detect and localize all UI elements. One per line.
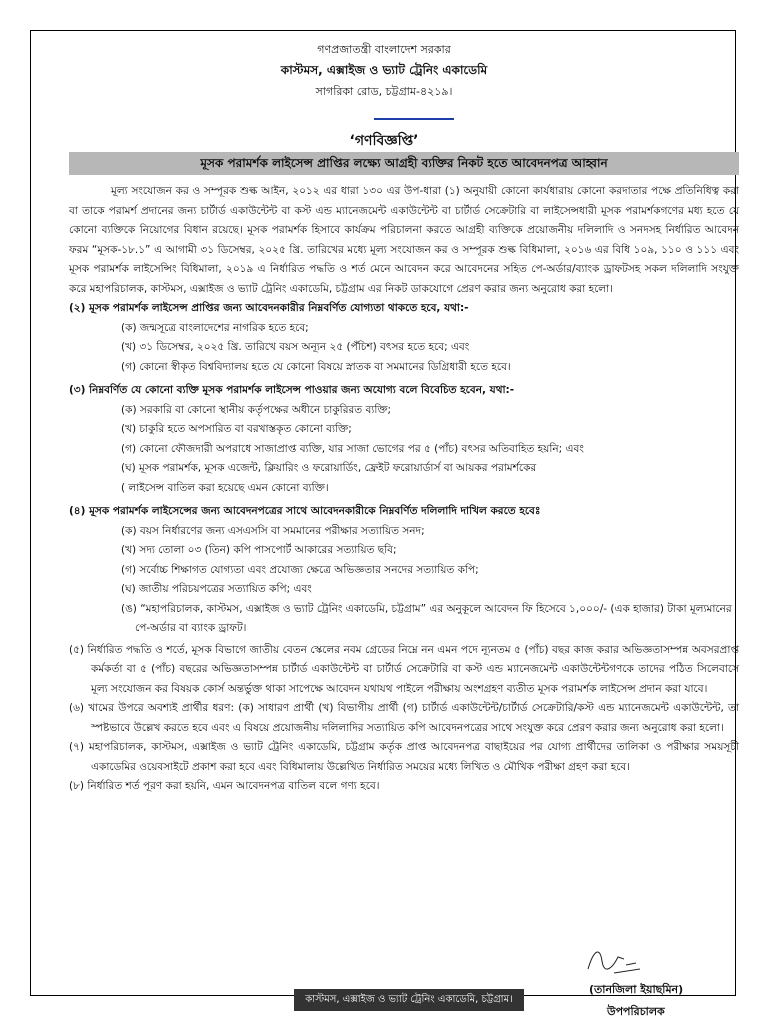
section-2-heading: (২) মূসক পরামর্শক লাইসেন্স প্রাপ্তির জন্য আবেদনকারীর নিম্নবর্ণিত যোগ্যতা থাকতে হবে, যথা:- [69, 302, 469, 314]
paragraph-7: (৭) মহাপরিচালক, কাস্টমস, এক্সাইজ ও ভ্যাট ট্রেনিং একাডেমি, চট্টগ্রাম কর্তৃক প্রাপ্ত আবেদনপত্র বাছাইয়ের পর যোগ্য প্রার্থীদের তালিকা ও পরীক্ষার সময়সূচী একাডেমির ওয়েবসাইটে প্রকাশ করা হবে এবং বিধিমালায় উল্লেখিত নির্ধারিত সময়ের মধ্যে লিখিত ও মৌখিক পরীক্ষা গ্রহণ করা হবে। [69, 741, 739, 773]
section-3-item: (ক) সরকারি বা কোনো স্থানীয় কর্তৃপক্ষের অধীনে চাকুরিরত ব্যক্তি; [121, 403, 392, 416]
title-rule [374, 118, 454, 120]
paragraph-5: (৫) নির্ধারিত পদ্ধতি ও শর্তে, মূসক বিভাগে জাতীয় বেতন স্কেলের নবম গ্রেডের নিম্নে নন এমন পদে ন্যূনতম ৫ (পাঁচ) বছর কাজ করার অভিজ্ঞতাসম্পন্ন অবসরপ্রাপ্ত কর্মকর্তা বা ৫ (পাঁচ) বছরের অভিজ্ঞতাসম্পন্ন চার্টার্ড একাউন্টেন্ট বা চার্টার্ড সেক্রেটারি বা কস্ট এন্ড ম্যানেজমেন্ট একাউন্টেন্টগণকে তাদের পঠিত সিলেবাসে মূল্য সংযোজন কর বিষয়ক কোর্স অন্তর্ভুক্ত থাকা সাপেক্ষে আবেদন যথাযথ পাইলে পরীক্ষায় অংশগ্রহণ ব্যতীত মূসক পরামর্শক লাইসেন্স প্রদান করা যাবে। [69, 643, 739, 695]
section-3-item: (খ) চাকুরি হতে অপসারিত বা বরখাস্তকৃত কোনো ব্যক্তি; [121, 423, 352, 435]
notice-content [69, 31, 739, 1018]
section-3-heading: (৩) নিম্নবর্ণিত যে কোনো ব্যক্তি মূসক পরামর্শক লাইসেন্স পাওয়ার জন্য অযোগ্য বলে বিবেচিত হবেন, যথা:- [69, 384, 515, 396]
intro-paragraph: মূল্য সংযোজন কর ও সম্পূরক শুল্ক আইন, ২০১২ এর ধারা ১৩০ এর উপ-ধারা (১) অনুযায়ী কোনো কার্যধারায় কোনো করদাতার পক্ষে প্রতিনিধিত্ব করা বা তাকে পরামর্শ প্রদানের জন্য চার্টার্ড একাউন্টেন্ট বা কস্ট এন্ড ম্যানেজমেন্ট একাউন্টেন্ট বা চার্টার্ড সেক্রেটারি বা লাইসেন্সধারী মূসক পরামর্শকগণের মধ্য হতে যে কোনো ব্যক্তিকে নিয়োগের বিধান রয়েছে। মূসক পরামর্শক হিসাবে কার্যক্রম পরিচালনা করতে আগ্রহী ব্যক্তিকে প্রয়োজনীয় দলিলাদি ও সনদসহ নির্ধারিত আবেদন ফরম “মূসক-১৮.১” এ আগামী ৩১ ডিসেম্বর, ২০২৫ খ্রি. তারিখের মধ্যে মূল্য সংযোজন কর ও সম্পূরক শুল্ক বিধিমালা, ২০১৬ এর বিধি ১০৯, ১১০ ও ১১১ এবং মূসক পরামর্শক লাইসেন্সিং বিধিমালা, ২০১৯ এ নির্ধারিত পদ্ধতি ও শর্ত মেনে আবেদন করে আবেদনের সহিত পে-অর্ডার/ব্যাংক ড্রাফটসহ সকল দলিলাদি সংযুক্ত করে মহাপরিচালক, কাস্টমস, এক্সাইজ ও ভ্যাট ট্রেনিং একাডেমি, চট্টগ্রাম এর নিকট ডাকযোগে প্রেরণ করার জন্য অনুরোধ করা হলো। [69, 185, 739, 295]
section-2-item: (খ) ৩১ ডিসেম্বর, ২০২৫ খ্রি. তারিখে বয়স অন্যূন ২৫ (পঁচিশ) বৎসর হতে হবে; এবং [121, 341, 470, 353]
header-academy: কাস্টমস, এক্সাইজ ও ভ্যাট ট্রেনিং একাডেমি [280, 63, 488, 77]
signer-name: (তানজিলা ইয়াছমিন) [589, 983, 684, 996]
section-4-item: (ক) বয়স নির্ধারণের জন্য এসএসসি বা সমমানের পরীক্ষার সত্যায়িত সনদ; [121, 524, 425, 537]
header-government: গণপ্রজাতন্ত্রী বাংলাদেশ সরকার [317, 43, 451, 56]
subject-banner: মূসক পরামর্শক লাইসেন্স প্রাপ্তির লক্ষ্যে আগ্রহী ব্যক্তির নিকট হতে আবেদনপত্র আহ্বান [69, 152, 739, 175]
section-4-item: (ঘ) জাতীয় পরিচয়পত্রের সত্যায়িত কপি; এবং [121, 583, 312, 595]
paragraph-6: (৬) খামের উপরে অবশ্যই প্রার্থীর ধরণ: (ক) সাধারণ প্রার্থী (খ) বিভাগীয় প্রার্থী (গ) চার্টার্ড একাউন্টেন্ট/চার্টার্ড সেক্রেটারি/কস্ট এন্ড ম্যানেজমেন্ট একাউন্টেন্ট, তা স্পষ্টভাবে উল্লেখ করতে হবে এবং এ বিষয়ে প্রয়োজনীয় দলিলাদির সত্যায়িত কপি আবেদনপত্রের সাথে সংযুক্ত করে প্রেরণ করার জন্য অনুরোধ করা হলো। [69, 702, 739, 734]
section-4-item: (খ) সদ্য তোলা ০৩ (তিন) কপি পাসপোর্ট আকারের সত্যায়িত ছবি; [121, 544, 397, 556]
handwritten-signature [584, 939, 644, 979]
section-3-item: (গ) কোনো ফৌজদারী অপরাধে সাজাপ্রাপ্ত ব্যক্তি, যার সাজা ভোগের পর ৫ (পাঁচ) বৎসর অতিবাহিত হয়নি; এবং [121, 442, 584, 455]
section-4-heading: (৪) মূসক পরামর্শক লাইসেন্সের জন্য আবেদনপত্রের সাথে আবেদনকারীকে নিম্নবর্ণিত দলিলাদি দাখিল করতে হবেঃ [69, 505, 541, 517]
signer-title: উপপরিচালক [607, 1005, 665, 1018]
header-address: সাগরিকা রোড, চট্টগ্রাম-৪২১৯। [315, 85, 453, 98]
section-4-item-fee: (ঙ) “মহাপরিচালক, কাস্টমস, এক্সাইজ ও ভ্যাট ট্রেনিং একাডেমি, চট্টগ্রাম” এর অনুকূলে আবেদন ফি হিসেবে ১,০০০/- (এক হাজার) টাকা মূল্যমানের পে-অর্ডার বা ব্যাংক ড্রাফট। [121, 602, 732, 634]
section-2-item: (গ) কোনো স্বীকৃত বিশ্ববিদ্যালয় হতে যে কোনো বিষয়ে স্নাতক বা সমমানের ডিগ্রিধারী হতে হবে। [121, 360, 511, 373]
notice-body [69, 182, 739, 797]
footer-bar: কাস্টমস, এক্সাইজ ও ভ্যাট ট্রেনিং একাডেমি, চট্টগ্রাম। [294, 989, 524, 1011]
section-3-item: ( লাইসেন্স বাতিল করা হয়েছে এমন কোনো ব্যক্তি। [121, 481, 329, 494]
section-2-item: (ক) জন্মসূত্রে বাংলাদেশের নাগরিক হতে হবে; [121, 321, 309, 334]
notice-title: ‘গণবিজ্ঞপ্তি’ [349, 133, 419, 149]
notice-frame [30, 30, 739, 1018]
section-3-item: (ঘ) মূসক পরামর্শক, মূসক এজেন্ট, ক্লিয়ারিং ও ফরোয়ার্ডিং, ফ্রেইট ফরোয়ার্ডার্স বা আয়কর পরামর্শকের [121, 462, 537, 474]
section-4-item: (গ) সর্বোচ্চ শিক্ষাগত যোগ্যতা এবং প্রযোজ্য ক্ষেত্রে অভিজ্ঞতার সনদের সত্যায়িত কপি; [121, 563, 479, 576]
paragraph-8: (৮) নির্ধারিত শর্ত পূরণ করা হয়নি, এমন আবেদনপত্র বাতিল বলে গণ্য হবে। [69, 780, 380, 792]
